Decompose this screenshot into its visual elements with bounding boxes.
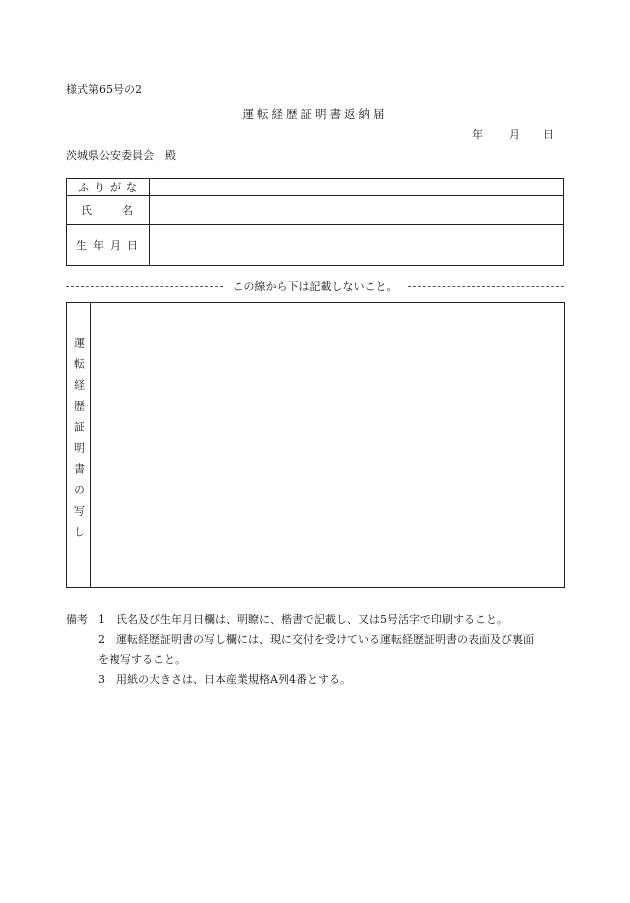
notes <box>66 610 534 690</box>
applicant-info-table <box>66 178 564 266</box>
furigana-label-cell <box>67 179 150 196</box>
separator-dash-right <box>408 286 565 287</box>
name-label <box>67 196 149 224</box>
date-day-label: 日 <box>543 128 554 141</box>
note-text: 用紙の大きさは、日本産業規格A列4番とする。 <box>116 673 351 686</box>
addressee: 茨城県公安委員会 殿 <box>66 149 176 162</box>
note-text: 運転経歴証明書の写し欄には、現に交付を受けている運転経歴証明書の表面及び裏面 <box>116 633 534 646</box>
note-number: 2 <box>98 633 105 646</box>
furigana-label: ふりがな <box>78 181 142 194</box>
date-year-label: 年 <box>472 128 483 141</box>
note-number: 1 <box>98 613 105 626</box>
form-number: 様式第65号の2 <box>66 83 142 96</box>
notes-heading: 備考 <box>66 613 88 626</box>
certificate-copy-area[interactable] <box>91 303 564 587</box>
birthdate-field[interactable] <box>150 225 564 266</box>
name-label-part2: 名 <box>122 204 133 217</box>
form-title: 運転経歴証明書返納届 <box>242 107 388 121</box>
furigana-field[interactable] <box>150 179 564 196</box>
separator-dash-left <box>66 286 223 287</box>
note-item-2 <box>66 630 534 650</box>
separator-text: この線から下は記載しないこと。 <box>232 280 398 293</box>
note-item-3 <box>66 670 534 690</box>
birthdate-label-cell <box>67 225 150 266</box>
certificate-copy-box <box>66 302 565 588</box>
note-number: 3 <box>98 673 105 686</box>
name-field[interactable] <box>150 196 564 225</box>
cut-separator <box>66 278 564 294</box>
note-text-continued: を複写すること。 <box>98 653 186 666</box>
date-month-label: 月 <box>509 128 520 141</box>
copy-label: 運転経歴証明書の写し <box>72 337 86 547</box>
note-text: 氏名及び生年月日欄は、明瞭に、楷書で記載し、又は5号活字で印刷すること。 <box>116 613 508 626</box>
birthdate-label: 生年月日 <box>76 239 144 252</box>
copy-label-cell <box>67 303 91 587</box>
note-item-2-continued <box>66 650 534 670</box>
name-label-part1: 氏 <box>81 204 92 217</box>
note-item-1 <box>66 610 534 630</box>
name-label-cell <box>67 196 150 225</box>
